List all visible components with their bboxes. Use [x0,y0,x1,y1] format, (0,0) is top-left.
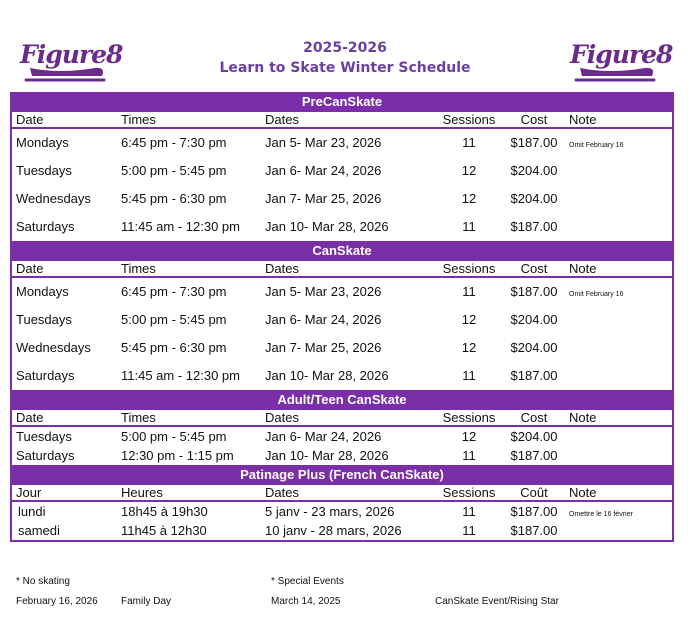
table-cell: 11:45 am - 12:30 pm [121,219,240,234]
table-cell [561,446,672,465]
table-cell: 11 [462,504,476,519]
column-header: Heures [121,485,163,500]
section-body [12,427,672,465]
table-cell: Jan 10- Mar 28, 2026 [265,219,389,234]
table-cell: 11:45 am - 12:30 pm [121,368,240,383]
table-cell: Jan 7- Mar 25, 2026 [265,191,382,206]
table-cell: Jan 6- Mar 24, 2026 [265,429,382,444]
table-row [12,157,672,185]
table-cell: Jan 10- Mar 28, 2026 [265,448,389,463]
table-cell: Saturdays [16,448,75,463]
table-row [12,185,672,213]
column-header: Note [569,410,597,425]
table-row [12,306,672,334]
table-cell: Tuesdays [16,312,72,327]
table-cell: $204.00 [510,340,558,355]
table-header-row [12,485,672,500]
table-row [12,362,672,390]
section-body [12,129,672,241]
column-header: Date [16,410,44,425]
table-header-row [12,112,672,127]
table-cell: Tuesdays [16,163,72,178]
figure8-logo-left [20,40,123,86]
table-cell: Jan 6- Mar 24, 2026 [265,312,382,327]
table-cell: 11 [462,135,476,150]
table-cell: 12 [461,340,477,355]
section-title: Adult/Teen CanSkate [277,392,407,407]
table-cell: $187.00 [510,219,558,234]
table-cell: 11 [462,284,476,299]
table-row [12,334,672,362]
table-cell: Mondays [16,135,69,150]
table-cell: 5:45 pm - 6:30 pm [121,191,227,206]
column-header: Note [569,485,597,500]
table-cell: 11h45 à 12h30 [121,523,207,538]
table-cell: $204.00 [510,312,558,327]
table-cell: Wednesdays [16,340,91,355]
table-header-row [12,410,672,425]
column-header: Note [569,261,597,276]
column-header: Cost [520,112,548,127]
table-cell: 11 [462,368,476,383]
table-cell: samedi [18,523,60,538]
table-cell: $187.00 [510,448,558,463]
table-cell: 12 [461,429,477,444]
table-cell: Jan 10- Mar 28, 2026 [265,368,389,383]
table-cell [561,306,672,334]
table-cell: 12 [461,312,477,327]
column-header: Dates [265,261,299,276]
table-cell: Tuesdays [16,429,72,444]
column-header: Sessions [442,112,496,127]
table-cell: $187.00 [510,135,558,150]
section-body [12,278,672,390]
column-header: Date [16,112,44,127]
logo-text: Figure8 [570,40,673,69]
table-cell: 5:00 pm - 5:45 pm [121,163,227,178]
table-cell: $204.00 [510,429,558,444]
section-title: CanSkate [312,243,372,258]
table-cell: $204.00 [510,191,558,206]
table-cell [561,129,672,157]
column-header: Times [121,112,156,127]
table-cell: Wednesdays [16,191,91,206]
special-event-date: March 14, 2025 [271,596,341,607]
table-row [12,446,672,465]
table-row [12,129,672,157]
logo-text: Figure8 [20,40,123,69]
table-cell: 5:45 pm - 6:30 pm [121,340,227,355]
table-header-row [12,261,672,276]
column-header: Date [16,261,44,276]
no-skating-reason: Family Day [121,596,172,607]
table-cell: Jan 5- Mar 23, 2026 [265,284,382,299]
table-cell: 5:00 pm - 5:45 pm [121,429,227,444]
table-cell: Jan 5- Mar 23, 2026 [265,135,382,150]
table-cell: $187.00 [510,523,558,538]
table-cell [561,278,672,306]
table-cell: 11 [462,448,476,463]
table-cell: 6:45 pm - 7:30 pm [121,135,227,150]
figure8-logo-right [570,40,673,86]
column-header: Cost [520,410,548,425]
page-title-year: 2025-2026 [303,40,387,56]
table-cell [561,427,672,446]
note-text: Omit February 16 [569,291,624,298]
table-cell [561,521,672,540]
table-cell: 6:45 pm - 7:30 pm [121,284,227,299]
table-cell: 5 janv - 23 mars, 2026 [265,504,395,519]
column-header: Jour [16,485,42,500]
table-cell: Jan 6- Mar 24, 2026 [265,163,382,178]
table-cell [561,213,672,241]
table-cell: 12:30 pm - 1:15 pm [121,448,234,463]
column-header: Sessions [442,410,496,425]
table-cell: $204.00 [510,163,558,178]
table-row [12,213,672,241]
no-skating-date: February 16, 2026 [16,596,98,607]
table-cell: $187.00 [510,284,558,299]
column-header: Cost [520,261,548,276]
column-header: Dates [265,410,299,425]
table-cell: 10 janv - 28 mars, 2026 [265,523,402,538]
table-cell [561,502,672,521]
column-header: Times [121,261,156,276]
table-cell: 12 [461,163,477,178]
column-header: Coût [520,485,548,500]
schedule-table [10,92,674,542]
table-cell: 12 [461,191,477,206]
note-text: Omettre le 16 février [569,511,633,518]
table-cell [561,334,672,362]
section-title: Patinage Plus (French CanSkate) [240,467,444,482]
section-body [12,502,672,540]
table-cell [561,362,672,390]
table-row [12,278,672,306]
column-header: Dates [265,485,299,500]
table-cell: Jan 7- Mar 25, 2026 [265,340,382,355]
table-row [12,427,672,446]
table-cell: 11 [462,219,476,234]
no-skating-label: * No skating [16,576,70,587]
table-cell: lundi [18,504,46,519]
page-title: Learn to Skate Winter Schedule [219,60,471,76]
note-text: Omit February 16 [569,142,624,149]
table-cell: Saturdays [16,368,75,383]
table-cell: 5:00 pm - 5:45 pm [121,312,227,327]
column-header: Times [121,410,156,425]
special-event-name: CanSkate Event/Rising Star [435,596,559,607]
skate-blade-icon [570,64,660,86]
table-cell: Saturdays [16,219,75,234]
skate-blade-icon [20,64,110,86]
table-cell: $187.00 [510,368,558,383]
table-cell: $187.00 [510,504,558,519]
table-cell: Mondays [16,284,69,299]
table-row [12,502,672,521]
table-cell [561,157,672,185]
table-cell: 11 [462,523,476,538]
table-cell: 18h45 à 19h30 [121,504,208,519]
column-header: Note [569,112,597,127]
table-cell [561,185,672,213]
table-row [12,521,672,540]
column-header: Dates [265,112,299,127]
section-title: PreCanSkate [301,94,383,109]
special-events-label: * Special Events [271,576,344,587]
column-header: Sessions [442,261,496,276]
column-header: Sessions [442,485,496,500]
